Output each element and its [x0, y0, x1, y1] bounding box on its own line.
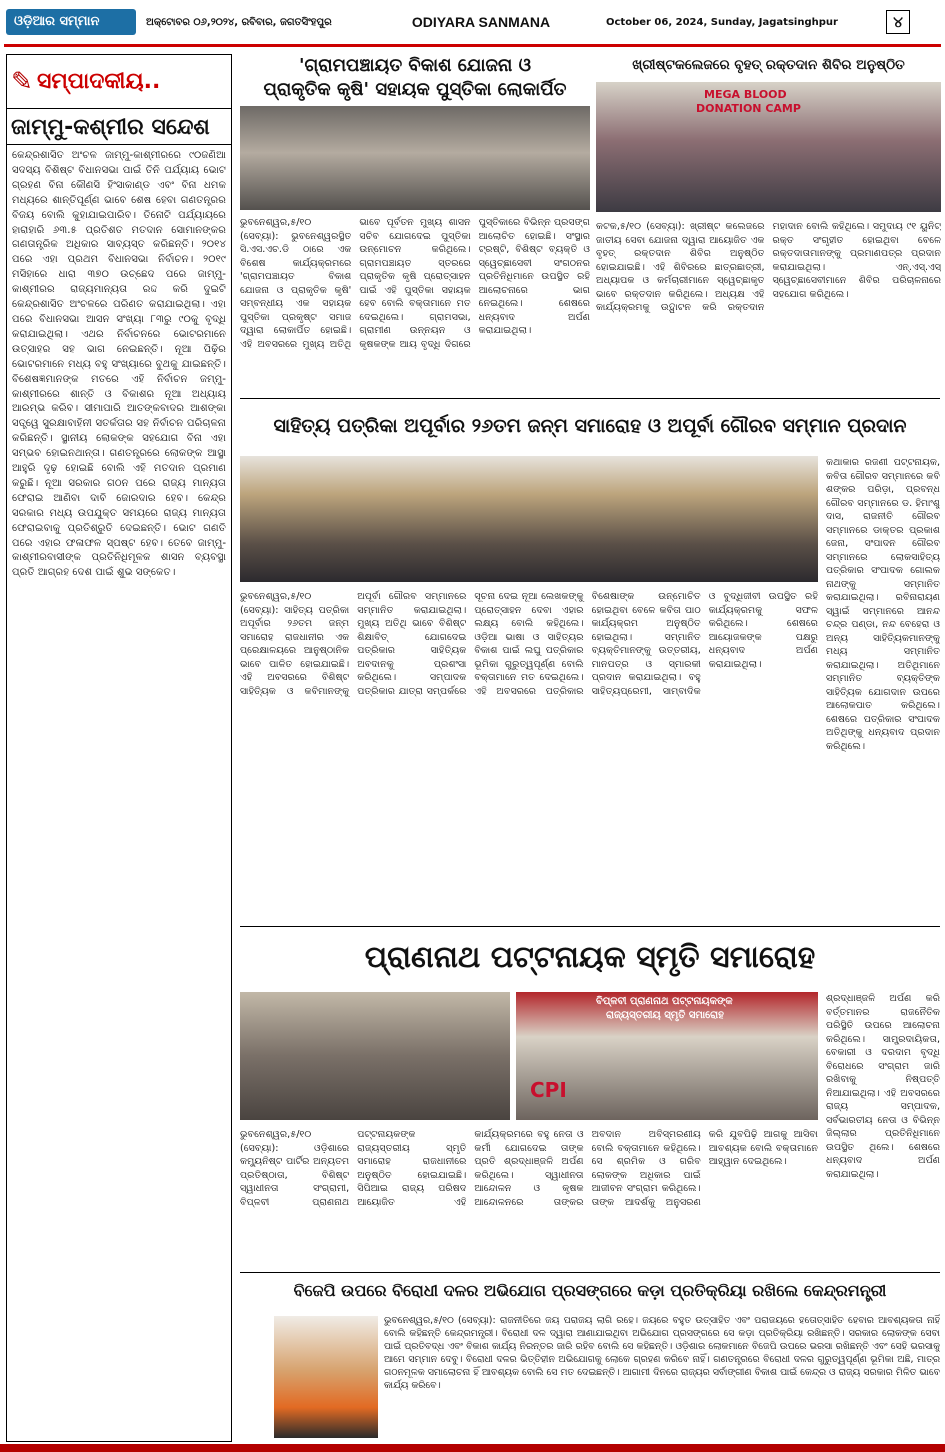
- article-blood-camp: [596, 54, 941, 394]
- article-booklet-body: ଭୁବନେଶ୍ୱର,୫/୧୦ (ସେବ୍ୟା): ଭୁବନେଶ୍ୱରସ୍ଥିତ ସି.ଏସ.ଏଚ.ଡି ଠାରେ ଏକ ବିଶେଷ କାର୍ଯ୍ୟକ୍ରମରେ 'ଗ୍ରାମପଞ୍ଚାୟତ ବିକାଶ ଯୋଜନା ଓ ପ୍ରାକୃତିକ କୃଷି' ସମ୍ବନ୍ଧୀୟ ଏକ ସହାୟକ ପୁସ୍ତିକା ପ୍ରକୃଷ୍ଟ ସମାଜ ଦ୍ୱାରା ଲୋକାର୍ପିତ ହୋଇଛି। ଏହି ଅବସରରେ ମୁଖ୍ୟ ଅତିଥି ଭାବେ ପୂର୍ବତନ ମୁଖ୍ୟ ଶାସନ ସଚିବ ଯୋଗଦେଇ ପୁସ୍ତିକା ଉନ୍ମୋଚନ କରିଥିଲେ। ଗ୍ରାମପଞ୍ଚାୟତ ସ୍ତରରେ ପ୍ରାକୃତିକ କୃଷି ପ୍ରୋତ୍ସାହନ ପାଇଁ ଏହି ପୁସ୍ତିକା ସହାୟକ ହେବ ବୋଲି ବକ୍ତାମାନେ ମତ ଦେଇଥିଲେ। ଗ୍ରାମସଭା, ଗ୍ରାମୀଣ ଉନ୍ନୟନ ଓ କୃଷକଙ୍କ ଆୟ ବୃଦ୍ଧି ଦିଗରେ ପୁସ୍ତିକାରେ ବିଭିନ୍ନ ପ୍ରସଙ୍ଗ ଆଲୋଚିତ ହୋଇଛି। ସଂସ୍ଥାର ଟ୍ରଷ୍ଟି, ବିଶିଷ୍ଟ ବ୍ୟକ୍ତି ଓ ସ୍ୱେଚ୍ଛାସେବୀ ସଂଗଠନର ପ୍ରତିନିଧିମାନେ ଉପସ୍ଥିତ ରହି ଆଲୋଚନାରେ ଭାଗ ନେଇଥିଲେ। ଶେଷରେ ଧନ୍ୟବାଦ ଅର୍ପଣ କରାଯାଇଥିଲା।: [240, 217, 590, 350]
- article-apurba-body: ଭୁବନେଶ୍ୱର,୫/୧୦ (ସେବ୍ୟା): ସାହିତ୍ୟ ପତ୍ରିକା ଅପୂର୍ବାର ୨୬ତମ ଜନ୍ମ ସମାରୋହ ରାଜଧାନୀର ଏକ ପ୍ରେକ୍ଷାଳୟରେ ଆନୁଷ୍ଠାନିକ ଭାବେ ପାଳିତ ହୋଇଯାଇଛି। ଏହି ଅବସରରେ ବିଶିଷ୍ଟ ସାହିତ୍ୟିକ ଓ କବିମାନଙ୍କୁ ଅପୂର୍ବା ଗୌରବ ସମ୍ମାନରେ ସମ୍ମାନିତ କରାଯାଇଥିଲା। ମୁଖ୍ୟ ଅତିଥି ଭାବେ ବିଶିଷ୍ଟ ଶିକ୍ଷାବିତ୍ ଯୋଗଦେଇ ପତ୍ରିକାର ସାହିତ୍ୟିକ ଅବଦାନକୁ ପ୍ରଶଂସା କରିଥିଲେ। ସମ୍ପାଦକ ପତ୍ରିକାର ଯାତ୍ରା ସମ୍ପର୍କରେ ସୂଚନା ଦେଇ ନୂଆ ଲେଖକଙ୍କୁ ପ୍ରୋତ୍ସାହନ ଦେବା ଏହାର ଲକ୍ଷ୍ୟ ବୋଲି କହିଥିଲେ। ଓଡ଼ିଆ ଭାଷା ଓ ସାହିତ୍ୟର ବିକାଶ ପାଇଁ ଲଘୁ ପତ୍ରିକାର ଭୂମିକା ଗୁରୁତ୍ୱପୂର୍ଣ୍ଣ ବୋଲି ବକ୍ତାମାନେ ମତ ଦେଇଥିଲେ। ଏହି ଅବସରରେ ପତ୍ରିକାର ବିଶେଷାଙ୍କ ଉନ୍ମୋଚିତ ହୋଇଥିବା ବେଳେ କବିତା ପାଠ କାର୍ଯ୍ୟକ୍ରମ ଅନୁଷ୍ଠିତ ହୋଇଥିଲା। ସମ୍ମାନିତ ବ୍ୟକ୍ତିମାନଙ୍କୁ ଉତ୍ତରୀୟ, ମାନପତ୍ର ଓ ସ୍ମାରକୀ ପ୍ରଦାନ କରାଯାଇଥିଲା। ବହୁ ସାହିତ୍ୟପ୍ରେମୀ, ସାମ୍ବାଦିକ ଓ ବୁଦ୍ଧିଜୀବୀ ଉପସ୍ଥିତ ରହି କାର୍ଯ୍ୟକ୍ରମକୁ ସଫଳ କରିଥିଲେ। ଶେଷରେ ଆୟୋଜକଙ୍କ ପକ୍ଷରୁ ଧନ୍ୟବାଦ ଅର୍ପଣ କରାଯାଇଥିଲା।: [240, 591, 818, 697]
- cpi-flag: CPI: [530, 1078, 567, 1102]
- union-minister-photo: [274, 1316, 378, 1438]
- headline-apurba: ସାହିତ୍ୟ ପତ୍ରିକା ଅପୂର୍ବାର ୨୬ତମ ଜନ୍ମ ସମାରୋହ ଓ ଅପୂର୍ବା ଗୌରବ ସମ୍ମାନ ପ୍ରଦାନ: [273, 415, 907, 437]
- booklet-launch-photo: [240, 106, 590, 210]
- newspaper-logo: ଓଡ଼ିଆର ସମ୍ମାନ: [6, 9, 136, 35]
- article-union-minister-body: ଭୁବନେଶ୍ୱର,୫/୧୦ (ସେବ୍ୟା): ରାଜନୀତିରେ ଜୟ ପରାଜୟ ଲାଗି ରହେ। ଜୟରେ ବହୁତ ଉତ୍ସାହିତ ଏବଂ ପରାଜୟରେ ହତୋତ୍ସାହିତ ହେବାର ଆବଶ୍ୟକତା ନାହିଁ ବୋଲି କହିଛନ୍ତି କେନ୍ଦ୍ରମନ୍ତ୍ରୀ। ବିରୋଧୀ ଦଳ ଦ୍ୱାରା ଆଣାଯାଇଥିବା ଅଭିଯୋଗ ପ୍ରସଙ୍ଗରେ ସେ କଡ଼ା ପ୍ରତିକ୍ରିୟା ରଖିଛନ୍ତି। ସରକାର ଲୋକଙ୍କ ସେବା ପାଇଁ ପ୍ରତିବଦ୍ଧ ଏବଂ ବିକାଶ କାର୍ଯ୍ୟ ନିରନ୍ତର ଜାରି ରହିବ ବୋଲି ସେ କହିଛନ୍ତି। ଓଡ଼ିଶାର ଲୋକମାନେ ବିଜେପି ଉପରେ ଭରସା ରଖିଛନ୍ତି ଏବଂ ସେହି ଭରସାକୁ ଆମେ ସମ୍ମାନ ଦେବୁ। ବିରୋଧୀ ଦଳର ଭିତ୍ତିହୀନ ଅଭିଯୋଗକୁ ଲୋକେ ଗ୍ରହଣ କରିବେ ନାହିଁ। ଗଣତନ୍ତ୍ରରେ ବିରୋଧୀ ଦଳର ଗୁରୁତ୍ୱପୂର୍ଣ୍ଣ ଭୂମିକା ଅଛି, ମାତ୍ର ଗଠନମୂଳକ ସମାଲୋଚନା ହିଁ ଆବଶ୍ୟକ ବୋଲି ସେ ମତ ଦେଇଛନ୍ତି। ଆଗାମୀ ଦିନରେ ରାଜ୍ୟର ସର୍ବାଙ୍ଗୀଣ ବିକାଶ ପାଇଁ କେନ୍ଦ୍ର ଓ ରାଜ୍ୟ ସରକାର ମିଳିତ ଭାବେ କାର୍ଯ୍ୟ କରିବେ।: [384, 1315, 940, 1391]
- headline-booklet-2: ପ୍ରାକୃତିକ କୃଷି' ସହାୟକ ପୁସ୍ତିକା ଲୋକାର୍ପିତ: [263, 79, 567, 100]
- apurba-award-photo: [240, 456, 818, 582]
- masthead: [0, 0, 945, 44]
- divider: [240, 926, 940, 927]
- editorial-column: [6, 54, 232, 1442]
- divider: [240, 1272, 940, 1273]
- editorial-body: କେନ୍ଦ୍ରଶାସିତ ଅଂଚଳ ଜାମ୍ମୁ-କାଶ୍ମୀରରେ ୯୦ଜଣିଆ ସଦସ୍ୟ ବିଶିଷ୍ଟ ବିଧାନସଭା ପାଇଁ ତିନି ପର୍ଯ୍ୟାୟ ଭୋଟ ଗ୍ରହଣ ବିନା କୌଣସି ହିଂସାକାଣ୍ଡ ଏବଂ ବିନା ଧମକ ମଧ୍ୟରେ ଶାନ୍ତିପୂର୍ଣ୍ଣ ଭାବେ ଶେଷ ହେବା ଗଣତନ୍ତ୍ରର ବିଜୟ ବୋଲି କୁହାଯାଇପାରିବ। ତିନୋଟି ପର୍ଯ୍ୟାୟରେ ହାରାହାରି ୬୩.୫ ପ୍ରତିଶତ ମତଦାନ ସୋମାନଙ୍କର ଗଣତାନ୍ତ୍ରିକ ଅଧିକାର ସାବ୍ୟସ୍ତ କରିଛନ୍ତି। ୨୦୧୪ ପରେ ଏହା ପ୍ରଥମ ବିଧାନସଭା ନିର୍ବାଚନ। ୨୦୧୯ ମସିହାରେ ଧାରା ୩୭୦ ଉଚ୍ଛେଦ ପରେ ଜାମ୍ମୁ-କାଶ୍ମୀରର ରାଜ୍ୟମାନ୍ୟତା ରଦ୍ଦ କରି ଦୁଇଟି କେନ୍ଦ୍ରଶାସିତ ଅଂଚଳରେ ପରିଣତ କରାଯାଇଥିଲା। ଏହା ପରେ ବିଧାନସଭା ଆସନ ସଂଖ୍ୟା ୮୩ରୁ ୯୦କୁ ବୃଦ୍ଧି କରାଯାଇଥିଲା। ଏଥର ନିର୍ବାଚନରେ ଭୋଟରମାନେ ଉତ୍ସାହର ସହ ଭାଗ ନେଇଛନ୍ତି। ନୂଆ ପିଢ଼ିର ଭୋଟରମାନେ ମଧ୍ୟ ବହୁ ସଂଖ୍ୟାରେ ବୁଥକୁ ଯାଇଛନ୍ତି। ବିଶେଷଜ୍ଞମାନଙ୍କ ମତରେ ଏହି ନିର୍ବାଚନ ଜମ୍ମୁ-କାଶ୍ମୀରରେ ଶାନ୍ତି ଓ ବିକାଶର ନୂଆ ଅଧ୍ୟାୟ ଆରମ୍ଭ କରିବ। ସୀମାପାରି ଆତଙ୍କବାଦର ଆଶଙ୍କା ସତ୍ତ୍ୱେ ସୁରକ୍ଷାବାହିନୀ ସତର୍କତାର ସହ ନିର୍ବାଚନ ପରିଚାଳନା କରିଛନ୍ତି। ସ୍ଥାନୀୟ ଲୋକଙ୍କ ସହଯୋଗ ବିନା ଏହା ସମ୍ଭବ ହୋଇନଥାନ୍ତା। ଗଣତନ୍ତ୍ରରେ ଲୋକଙ୍କ ଆସ୍ଥା ଆହୁରି ଦୃଢ଼ ହୋଇଛି ବୋଲି ଏହି ମତଦାନ ପ୍ରମାଣ କରୁଛି। ନୂଆ ସରକାର ଗଠନ ପରେ ରାଜ୍ୟ ମାନ୍ୟତା ଫେରାଇ ଆଣିବା ଦାବି ଜୋରଦାର ହେବ। କେନ୍ଦ୍ର ସରକାର ମଧ୍ୟ ଉପଯୁକ୍ତ ସମୟରେ ରାଜ୍ୟ ମାନ୍ୟତା ଫେରାଇବାକୁ ପ୍ରତିଶ୍ରୁତି ଦେଇଛନ୍ତି। ଭୋଟ ଗଣତି ପରେ ଏହାର ଫଳାଫଳ ସ୍ପଷ୍ଟ ହେବ। ତେବେ ଜାମ୍ମୁ-କାଶ୍ମୀରବାସୀଙ୍କ ପ୍ରତିନିଧିମୂଳକ ଶାସନ ବ୍ୟବସ୍ଥା ପ୍ରତି ଆଗ୍ରହ ଦେଶ ପାଇଁ ଶୁଭ ସଙ୍କେତ।: [12, 150, 226, 579]
- editorial-header: [7, 55, 231, 109]
- stage-banner-line-1: ବିପ୍ଳବୀ ପ୍ରାଣନାଥ ପଟ୍ଟନାୟକଙ୍କ: [596, 996, 733, 1007]
- stage-banner-line-2: ରାଜ୍ୟସ୍ତରୀୟ ସ୍ମୃତି ସମାରୋହ: [606, 1010, 724, 1021]
- camp-banner-line-1: MEGA BLOOD: [704, 88, 787, 101]
- article-prananath-side: ଶ୍ରଦ୍ଧାଞ୍ଜଳି ଅର୍ପଣ କରି ବର୍ତ୍ତମାନର ରାଜନୈତିକ ପରିସ୍ଥିତି ଉପରେ ଆଲୋଚନା କରିଥିଲେ। ସାମ୍ପ୍ରଦାୟିକତା, ବେକାରୀ ଓ ଦରଦାମ ବୃଦ୍ଧି ବିରୋଧରେ ସଂଗ୍ରାମ ଜାରି ରଖିବାକୁ ନିଷ୍ପତ୍ତି ନିଆଯାଇଥିଲା। ଏହି ଅବସରରେ ରାଜ୍ୟ ସମ୍ପାଦକ, ସର୍ବଭାରତୀୟ ନେତା ଓ ବିଭିନ୍ନ ଜିଲ୍ଲାର ପ୍ରତିନିଧିମାନେ ଉପସ୍ଥିତ ଥିଲେ। ଶେଷରେ ଧନ୍ୟବାଦ ଅର୍ପଣ କରାଯାଇଥିଲା।: [826, 993, 940, 1180]
- editorial-label: ସମ୍ପାଦକୀୟ..: [37, 69, 161, 94]
- pen-icon: ✎: [11, 66, 33, 97]
- article-prananath-body: ଭୁବନେଶ୍ୱର,୫/୧୦ (ସେବ୍ୟା): ଓଡ଼ିଶାରେ କମ୍ୟୁନିଷ୍ଟ ପାର୍ଟିର ଅନ୍ୟତମ ପ୍ରତିଷ୍ଠାତା, ବିଶିଷ୍ଟ ସ୍ୱାଧୀନତା ସଂଗ୍ରାମୀ, ବିପ୍ଳବୀ ପ୍ରାଣନାଥ ପଟ୍ଟନାୟକଙ୍କ ରାଜ୍ୟସ୍ତରୀୟ ସ୍ମୃତି ସମାରୋହ ରାଜଧାନୀରେ ଅନୁଷ୍ଠିତ ହୋଇଯାଇଛି। ସିପିଆଇ ରାଜ୍ୟ ପରିଷଦ ଆୟୋଜିତ ଏହି କାର୍ଯ୍ୟକ୍ରମରେ ବହୁ ନେତା ଓ କର୍ମୀ ଯୋଗଦେଇ ତାଙ୍କ ପ୍ରତି ଶ୍ରଦ୍ଧାଞ୍ଜଳି ଅର୍ପଣ କରିଥିଲେ। ସ୍ୱାଧୀନତା ଆନ୍ଦୋଳନ ଓ କୃଷକ ଆନ୍ଦୋଳନରେ ତାଙ୍କର ଅବଦାନ ଅବିସ୍ମରଣୀୟ ବୋଲି ବକ୍ତାମାନେ କହିଥିଲେ। ସେ ଶ୍ରମିକ ଓ ଗରିବ ଲୋକଙ୍କ ଅଧିକାର ପାଇଁ ଆଜୀବନ ସଂଗ୍ରାମ କରିଥିଲେ। ତାଙ୍କ ଆଦର୍ଶକୁ ଅନୁସରଣ କରି ଯୁବପିଢ଼ି ଆଗକୁ ଆସିବା ଆବଶ୍ୟକ ବୋଲି ବକ୍ତାମାନେ ଆହ୍ୱାନ ଦେଇଥିଲେ।: [240, 1129, 818, 1208]
- page-number: ୪: [886, 10, 910, 34]
- editorial-title: ଜାମ୍ମୁ-କଶ୍ମୀର ସନ୍ଦେଶ: [7, 109, 231, 145]
- article-apurba: [240, 402, 940, 922]
- top-rule: [4, 44, 941, 47]
- blood-camp-photo: [596, 82, 941, 212]
- headline-blood-camp: ଖ୍ରୀଷ୍ଟକଲେଜରେ ବୃହତ୍ ରକ୍ତଦାନ ଶିବିର ଅନୁଷ୍ଠିତ: [632, 57, 905, 73]
- divider: [240, 398, 940, 399]
- newspaper-name: ODIYARA SANMANA: [411, 14, 551, 30]
- headline-union-minister: ବିଜେପି ଉପରେ ବିରୋଧୀ ଦଳର ଅଭିଯୋଗ ପ୍ରସଙ୍ଗରେ କଡ଼ା ପ୍ରତିକ୍ରିୟା ରଖିଲେ କେନ୍ଦ୍ରମନ୍ତ୍ରୀ: [293, 1281, 887, 1300]
- bottom-rule: [0, 1444, 945, 1452]
- article-blood-camp-body: କଟକ,୫/୧୦ (ସେବ୍ୟା): ଖ୍ରୀଷ୍ଟ କଲେଜରେ ଜାତୀୟ ସେବା ଯୋଜନା ଦ୍ୱାରା ଆୟୋଜିତ ଏକ ବୃହତ୍ ରକ୍ତଦାନ ଶିବିର ଅନୁଷ୍ଠିତ ହୋଇଯାଇଛି। ଏହି ଶିବିରରେ ଛାତ୍ରଛାତ୍ରୀ, ଅଧ୍ୟାପକ ଓ କର୍ମଚାରୀମାନେ ସ୍ୱେଚ୍ଛାକୃତ ଭାବେ ରକ୍ତଦାନ କରିଥିଲେ। ଅଧ୍ୟକ୍ଷ ଏହି କାର୍ଯ୍ୟକ୍ରମକୁ ଉଦ୍ଘାଟନ କରି ରକ୍ତଦାନ ମହାଦାନ ବୋଲି କହିଥିଲେ। ସମୁଦାୟ ୯୧ ୟୁନିଟ୍ ରକ୍ତ ସଂଗୃହୀତ ହୋଇଥିବା ବେଳେ ରକ୍ତଦାତାମାନଙ୍କୁ ପ୍ରମାଣପତ୍ର ପ୍ରଦାନ କରାଯାଇଥିଲା। ଏନ୍.ଏସ୍.ଏସ୍ ସ୍ୱେଚ୍ଛାସେବୀମାନେ ଶିବିର ପରିଚାଳନାରେ ସହଯୋଗ କରିଥିଲେ।: [596, 221, 941, 313]
- article-apurba-side: କଥାକାର ରଜଣୀ ପଟ୍ଟନାୟକ, କବିତା ଗୌରବ ସମ୍ମାନରେ କବି ଶଙ୍କର ପରିଡ଼ା, ପ୍ରବନ୍ଧ ଗୌରବ ସମ୍ମାନରେ ଡ. ହିମାଂଶୁ ଦାସ, ରାଜନୀତି ଗୌରବ ସମ୍ମାନରେ ଡାକ୍ତର ପ୍ରକାଶ ଜେନା, ସଂପାଦନ ଗୌରବ ସମ୍ମାନରେ ଲୋକସାହିତ୍ୟ ପତ୍ରିକାର ସଂପାଦକ ଗୋଲକ ନାଥଙ୍କୁ ସମ୍ମାନିତ କରାଯାଇଥିଲା। ରବିନାରାୟଣ ସ୍ୱାଇଁ ସମ୍ମାନରେ ଆନନ୍ଦ ଚନ୍ଦ୍ର ପଣ୍ଡା, ନନ୍ଦ ବେହେରା ଓ ଅନ୍ୟ ସାହିତ୍ୟିକମାନଙ୍କୁ ମଧ୍ୟ ସମ୍ମାନିତ କରାଯାଇଥିଲା। ଅତିଥିମାନେ ସମ୍ମାନିତ ବ୍ୟକ୍ତିଙ୍କ ସାହିତ୍ୟିକ ଯୋଗଦାନ ଉପରେ ଆଲୋକପାତ କରିଥିଲେ। ଶେଷରେ ପତ୍ରିକାର ସଂପାଦକ ଅତିଥିଙ୍କୁ ଧନ୍ୟବାଦ ପ୍ରଦାନ କରିଥିଲେ।: [826, 457, 940, 752]
- article-booklet: [240, 54, 590, 394]
- camp-banner-line-2: DONATION CAMP: [696, 102, 801, 115]
- date-english: October 06, 2024, Sunday, Jagatsinghpur: [606, 16, 838, 28]
- article-union-minister: [240, 1276, 940, 1440]
- date-odia: ଅକ୍ଟୋବର ୦୬,୨୦୨୪, ରବିବାର, ଜଗତସିଂହପୁର: [146, 16, 332, 28]
- prananath-audience-photo: [240, 992, 510, 1120]
- headline-prananath: ପ୍ରାଣନାଥ ପଟ୍ଟନାୟକ ସ୍ମୃତି ସମାରୋହ: [364, 940, 816, 975]
- article-prananath: [240, 930, 940, 1270]
- headline-booklet-1: 'ଗ୍ରାମପଞ୍ଚାୟତ ବିକାଶ ଯୋଜନା ଓ: [298, 55, 532, 76]
- prananath-stage-photo: [516, 992, 818, 1120]
